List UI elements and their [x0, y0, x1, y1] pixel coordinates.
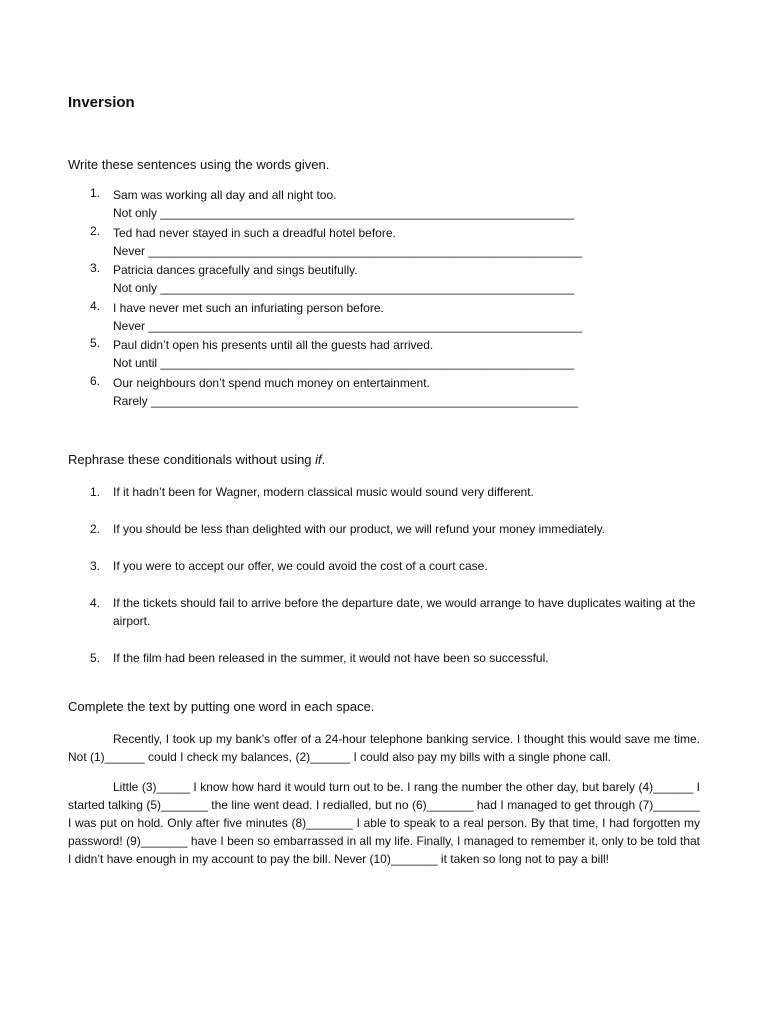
item-sentence: Our neighbours don’t spend much money on entertainment.: [113, 375, 430, 390]
item-answer-line[interactable]: Never _________________________________________________________________: [113, 318, 583, 333]
item-number: 5.: [90, 651, 101, 665]
item-sentence: Patricia dances gracefully and sings beutifully.: [113, 263, 358, 277]
list-item: [90, 594, 710, 630]
paragraph-text: Little (3)_____ I know how hard it would turn out to be. I rang the number the other day, but barely (4)______ I started talking (5)_______ the line went dead. I redialled, but no (6)_______ had I managed to get through (7)_______ I was put on hold. Only after five minutes (8)_______ I able to speak to a real person. By that time, I had forgotten my password! (9)_______ have I been so embarrassed in all my life. Finally, I managed to remember it, only to be told that I didn’t have enough in my account to pay the bill. Never (10)_______ it taken so long not to pay a bill!: [68, 780, 700, 866]
item-text: If the tickets should fail to arrive before the departure date, we would arrange to have duplicates waiting at the airport.: [113, 596, 696, 628]
section2-instruction: [68, 452, 325, 467]
section3-instruction: Complete the text by putting one word in each space.: [68, 699, 375, 714]
list-item: [90, 223, 583, 262]
page-title: Inversion: [68, 94, 135, 111]
cloze-paragraph-2: [68, 778, 700, 868]
list-item: [90, 336, 575, 374]
list-item: [90, 261, 575, 299]
item-answer-line[interactable]: Never _________________________________________________________________: [113, 243, 583, 258]
list-item: [90, 298, 583, 337]
item-number: 1.: [90, 485, 101, 499]
item-sentence: Sam was working all day and all night too.: [113, 188, 337, 202]
list-item: [90, 373, 579, 412]
cloze-paragraph-1: [68, 730, 700, 766]
item-number: 5.: [90, 336, 101, 350]
item-sentence: I have never met such an infuriating person before.: [113, 300, 384, 315]
section2-instruction-italic: if: [315, 452, 322, 467]
item-number: 3.: [90, 559, 101, 573]
item-answer-line[interactable]: Not only ______________________________________________________________: [113, 281, 575, 295]
section1-instruction: Write these sentences using the words given.: [68, 157, 330, 172]
item-number: 6.: [90, 373, 101, 388]
item-sentence: Paul didn’t open his presents until all the guests had arrived.: [113, 338, 434, 352]
item-text: If it hadn’t been for Wagner, modern classical music would sound very different.: [113, 485, 534, 499]
item-text: If the film had been released in the summer, it would not have been so successful.: [113, 651, 549, 665]
item-number: 4.: [90, 596, 101, 610]
section2-list: [90, 483, 710, 667]
item-number: 1.: [90, 186, 101, 200]
item-text: If you were to accept our offer, we could avoid the cost of a court case.: [113, 559, 488, 573]
item-number: 3.: [90, 261, 101, 275]
item-number: 4.: [90, 298, 101, 313]
item-sentence: Ted had never stayed in such a dreadful hotel before.: [113, 225, 396, 240]
list-item: [90, 483, 710, 501]
item-text: If you should be less than delighted with our product, we will refund your money immediately.: [113, 522, 606, 536]
item-answer-line[interactable]: Not only ______________________________________________________________: [113, 206, 575, 220]
section2-instruction-text: Rephrase these conditionals without using: [68, 452, 316, 467]
item-number: 2.: [90, 223, 101, 238]
list-item: [90, 520, 710, 538]
list-item: [90, 186, 575, 224]
item-number: 2.: [90, 522, 101, 536]
section1-list: [90, 186, 583, 411]
list-item: [90, 649, 710, 667]
section2-instruction-end: .: [321, 452, 326, 467]
item-answer-line[interactable]: Not until ______________________________________________________________: [113, 356, 575, 370]
list-item: [90, 557, 710, 575]
paragraph-text: Recently, I took up my bank’s offer of a 24-hour telephone banking service. I thought this would save me time. Not (1)______ could I check my balances, (2)______ I could also pay my bills with a single phone call.: [68, 732, 700, 764]
item-answer-line[interactable]: Rarely ________________________________________________________________: [113, 393, 579, 408]
